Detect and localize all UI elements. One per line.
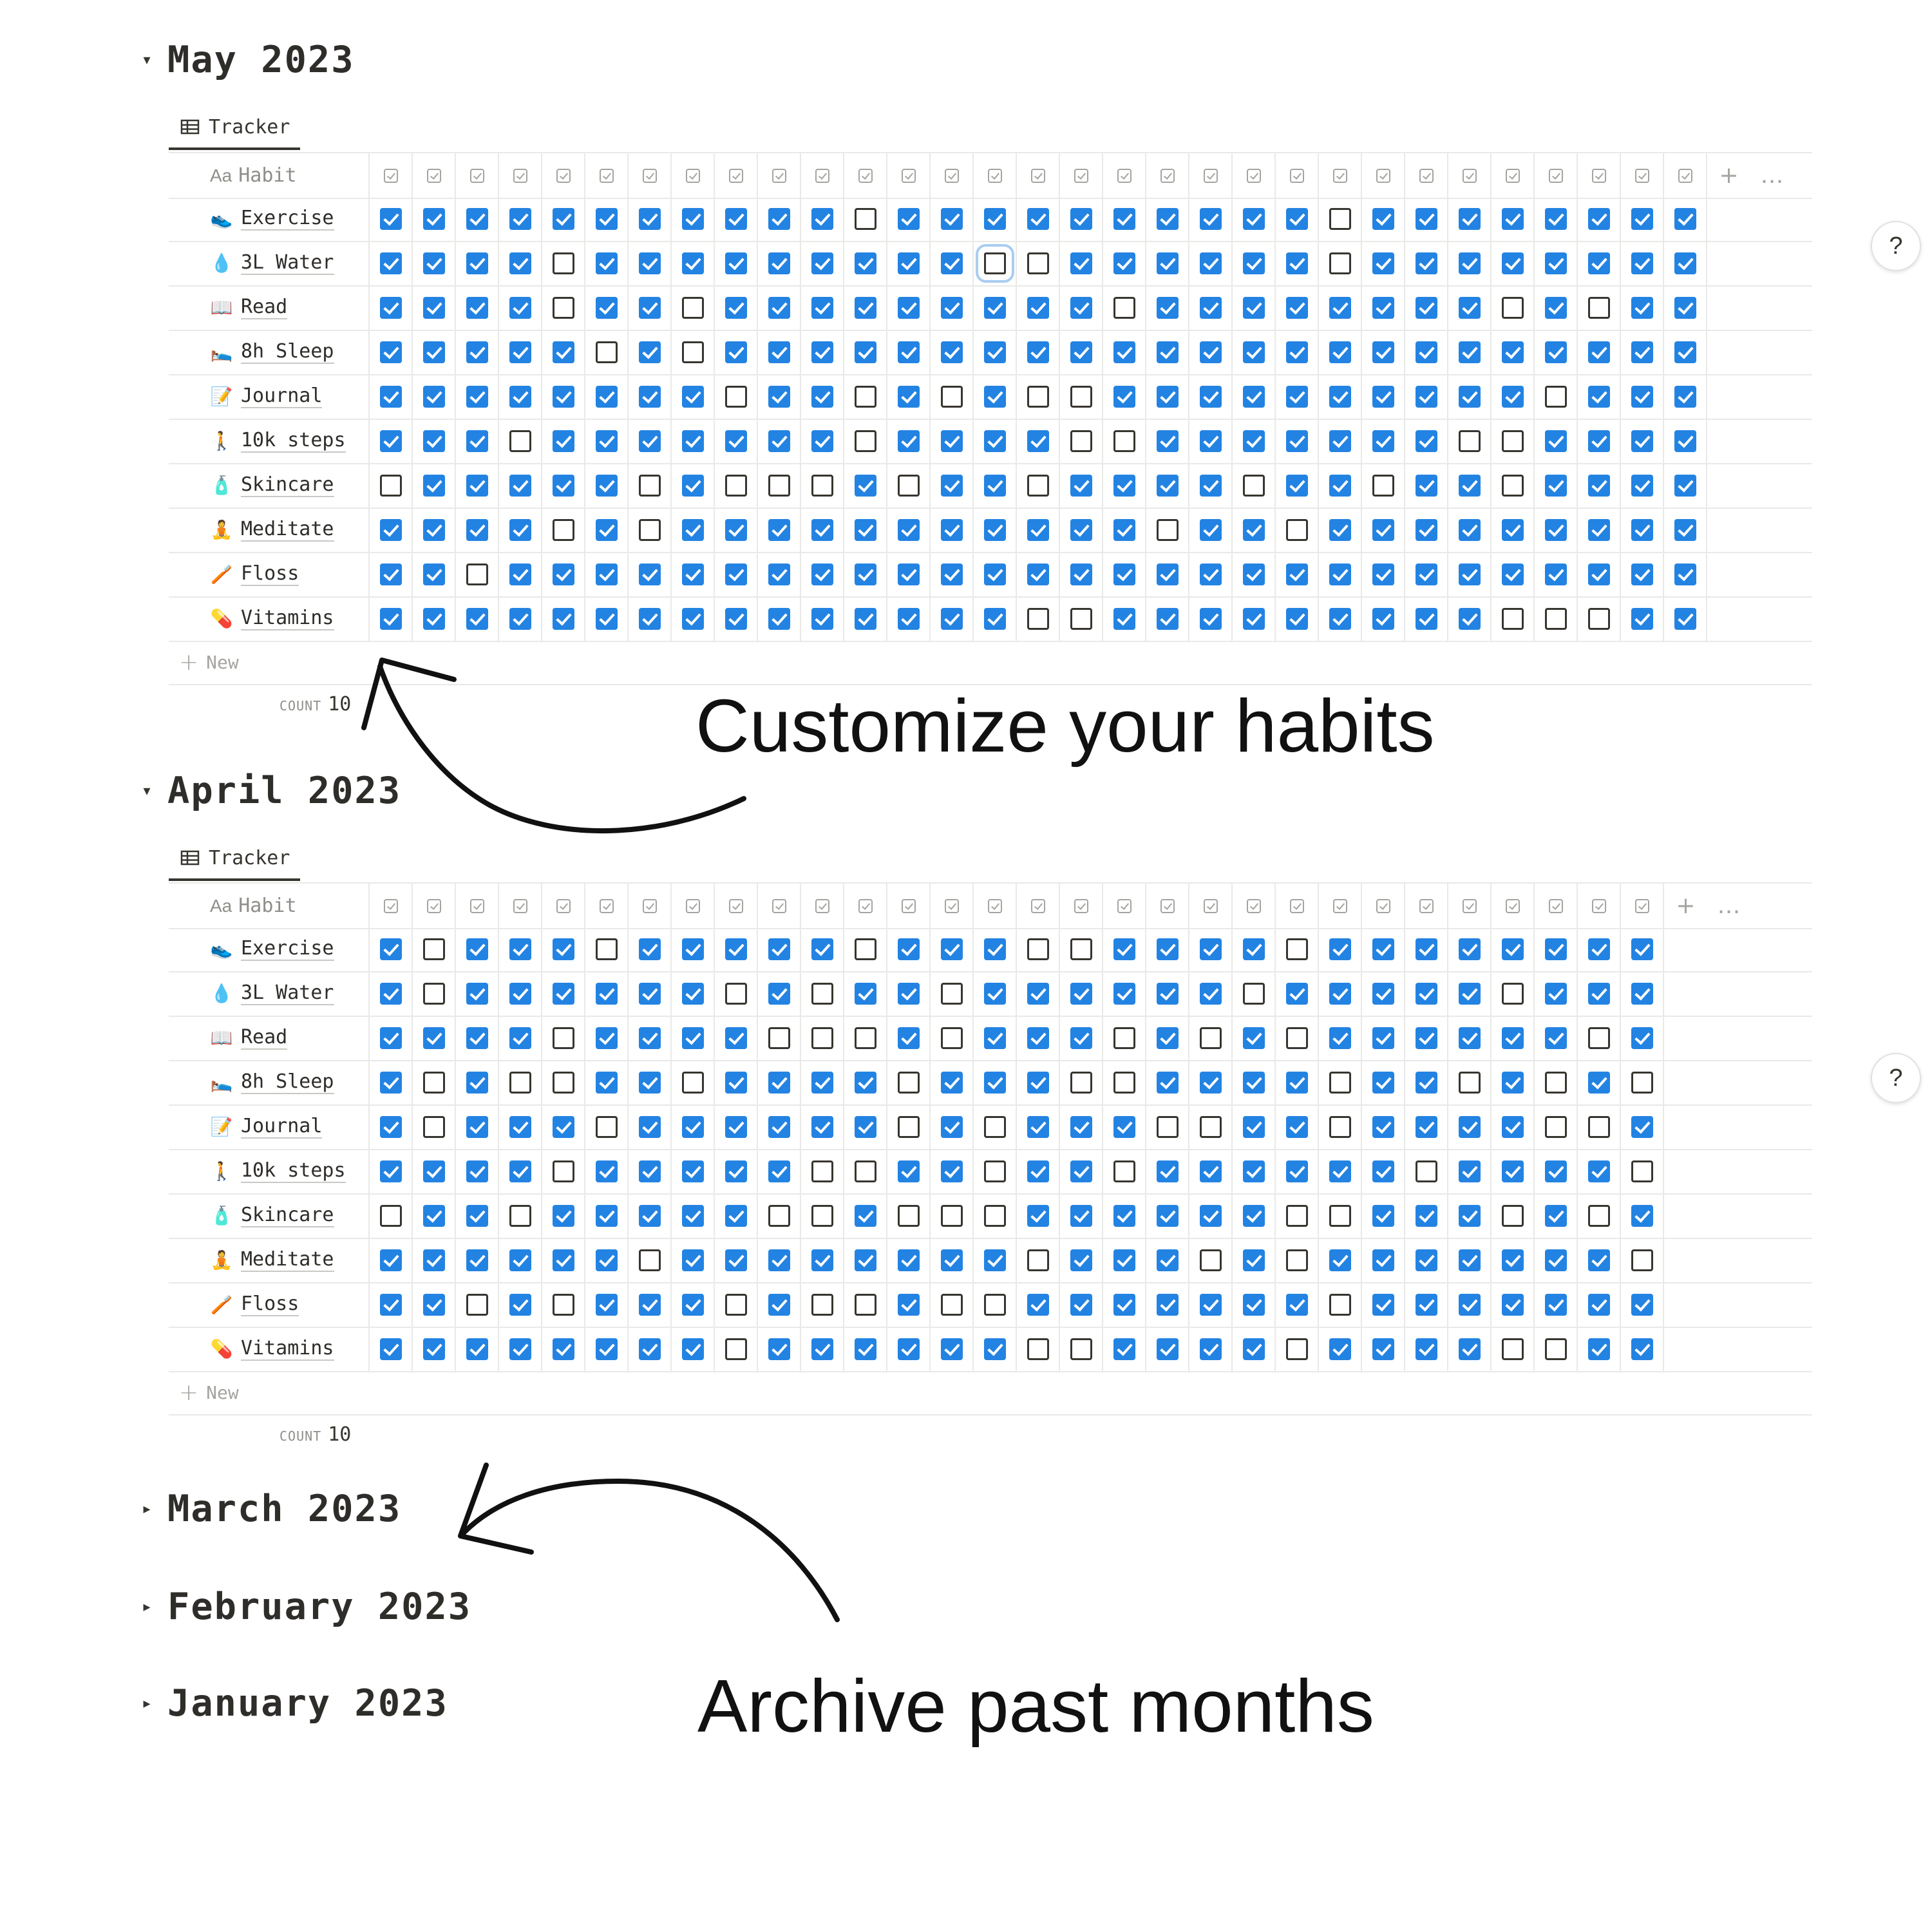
habit-name: Floss (241, 562, 299, 585)
count-label: COUNT (279, 1428, 322, 1444)
habit-name: Exercise (241, 206, 334, 229)
habit-name: Vitamins (241, 606, 334, 629)
view-tab-label: Tracker (209, 846, 290, 869)
habit-name: Journal (241, 1114, 323, 1137)
more-options-icon[interactable]: … (1760, 162, 1784, 189)
more-options-icon[interactable]: … (1717, 893, 1741, 919)
triangle-right-icon: ▸ (143, 1598, 151, 1615)
month-title: January 2023 (167, 1682, 448, 1725)
habit-emoji-icon: 💊 (210, 1338, 233, 1359)
month-title: April 2023 (167, 770, 402, 812)
new-row-label: New (206, 652, 239, 673)
help-button[interactable]: ? (1871, 221, 1921, 271)
arrow-head-1 (364, 660, 454, 728)
month-title: May 2023 (167, 39, 355, 81)
habit-emoji-icon: 🚶 (210, 430, 233, 451)
habit-name: Vitamins (241, 1336, 334, 1359)
arrow-to-new-habit (380, 667, 744, 831)
habit-name: Meditate (241, 1247, 334, 1271)
add-column-icon[interactable]: + (1676, 893, 1696, 919)
column-header-label: Habit (238, 895, 297, 917)
habit-emoji-icon: 🛌 (210, 1072, 233, 1093)
count-value: 10 (328, 1423, 352, 1446)
month-title: March 2023 (167, 1488, 402, 1530)
habit-emoji-icon: 📝 (210, 1116, 233, 1137)
column-header-label: Habit (238, 164, 297, 187)
habit-emoji-icon: 🧴 (210, 1205, 233, 1226)
triangle-right-icon: ▸ (143, 1695, 151, 1712)
habit-name: Exercise (241, 936, 334, 960)
habit-emoji-icon: 💧 (210, 252, 233, 274)
habit-emoji-icon: 🧘 (210, 1249, 233, 1271)
habit-name: Read (241, 295, 288, 318)
habit-emoji-icon: 📖 (210, 1027, 233, 1048)
title-property-icon: Aa (210, 165, 232, 185)
title-property-icon: Aa (210, 895, 232, 916)
triangle-right-icon: ▸ (143, 1501, 151, 1517)
plus-icon: + (179, 1379, 199, 1406)
habit-name: 10k steps (241, 428, 346, 451)
habit-name: 3L Water (241, 981, 334, 1004)
triangle-down-icon: ▾ (143, 782, 151, 799)
habit-emoji-icon: 💊 (210, 608, 233, 629)
habit-name: 8h Sleep (241, 339, 334, 363)
triangle-down-icon: ▾ (143, 52, 151, 68)
new-row-label: New (206, 1382, 239, 1403)
habit-emoji-icon: 🧘 (210, 519, 233, 540)
habit-emoji-icon: 📝 (210, 386, 233, 407)
count-label: COUNT (279, 698, 322, 714)
help-button[interactable]: ? (1871, 1053, 1921, 1103)
habit-name: Floss (241, 1292, 299, 1315)
habit-name: Read (241, 1025, 288, 1048)
habit-emoji-icon: 💧 (210, 983, 233, 1004)
habit-name: 3L Water (241, 251, 334, 274)
habit-name: 8h Sleep (241, 1070, 334, 1093)
habit-emoji-icon: 🚶 (210, 1160, 233, 1182)
habit-emoji-icon: 🛌 (210, 341, 233, 363)
habit-emoji-icon: 👟 (210, 208, 233, 229)
habit-name: Skincare (241, 1203, 334, 1226)
add-column-icon[interactable]: + (1719, 162, 1739, 189)
habit-emoji-icon: 🧴 (210, 475, 233, 496)
habit-name: Skincare (241, 473, 334, 496)
view-tab-label: Tracker (209, 115, 290, 138)
habit-emoji-icon: 📖 (210, 297, 233, 318)
month-title: February 2023 (167, 1586, 472, 1628)
annotation-archive: Archive past months (697, 1664, 1374, 1748)
annotation-customize: Customize your habits (696, 684, 1435, 768)
habit-name: 10k steps (241, 1159, 346, 1182)
count-value: 10 (328, 693, 352, 715)
habit-name: Meditate (241, 517, 334, 540)
habit-name: Journal (241, 384, 323, 407)
habit-emoji-icon: 🪥 (210, 1294, 233, 1315)
plus-icon: + (179, 649, 199, 676)
habit-emoji-icon: 🪥 (210, 564, 233, 585)
habit-emoji-icon: 👟 (210, 938, 233, 960)
